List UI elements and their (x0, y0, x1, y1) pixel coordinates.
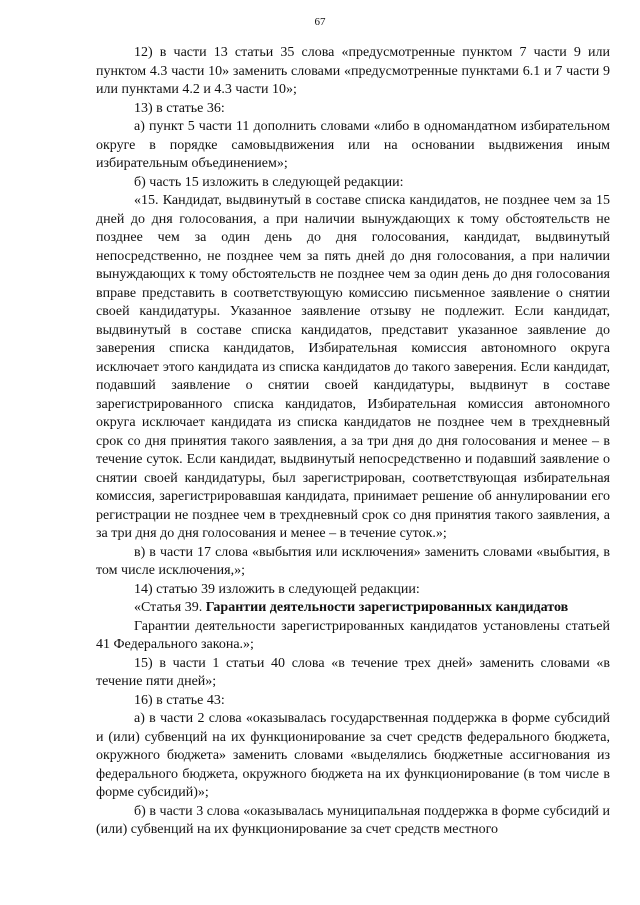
article-heading-prefix: «Статья 39. (134, 600, 206, 615)
document-body (96, 44, 610, 840)
paragraph-item-14: 14) статью 39 изложить в следующей редакции: (134, 581, 420, 597)
article-heading-title: Гарантии деятельности зарегистрированных кандидатов (205, 600, 569, 615)
paragraph-item-16: 16) в статье 43: (134, 692, 225, 708)
paragraph-item-13: 13) в статье 36: (134, 100, 225, 116)
paragraph-13a: а) пункт 5 части 11 дополнить словами «либо в одномандатном избирательном округе в порядке самовыдвижения или на основании выдвижения иным избирательным объединением»; (96, 119, 610, 171)
paragraph-item-12: 12) в части 13 статьи 35 слова «предусмотренные пунктом 7 части 9 или пунктом 4.3 части 10» заменить словами «предусмотренные пунктами 6.1 и 7 части 9 или пунктами 4.2 и 4.3 части 10»; (96, 45, 610, 97)
paragraph-item-15: 15) в части 1 статьи 40 слова «в течение трех дней» заменить словами «в течение пяти дней»; (96, 655, 610, 689)
paragraph-13v: в) в части 17 слова «выбытия или исключения» заменить словами «выбытия, в том числе исключения,»; (96, 544, 610, 578)
article-39-heading (96, 599, 610, 618)
paragraph-16b: б) в части 3 слова «оказывалась муниципальная поддержка в форме субсидий и (или) субвенций на их функционирование за счет средств местного (96, 803, 610, 837)
page-number: 67 (314, 16, 326, 28)
paragraph-13b: б) часть 15 изложить в следующей редакции: (134, 174, 404, 190)
paragraph-16a: а) в части 2 слова «оказывалась государственная поддержка в форме субсидий и (или) субвенций на их функционирование за счет средств федерального бюджета, окружного бюджета» заменить словами «выделялись бюджетные ассигнования из федерального бюджета, окружного бюджета на их функционирование (в том числе в форме субсидий)»; (96, 711, 610, 800)
paragraph-article-39-text: Гарантии деятельности зарегистрированных кандидатов установлены статьей 41 Федерального закона.»; (96, 618, 610, 652)
paragraph-part-15-text: «15. Кандидат, выдвинутый в составе списка кандидатов, не позднее чем за 15 дней до дня голосования, а при наличии вынуждающих к тому обстоятельств не позднее чем за один день до дня голосования, кандидат, выдвинутый непосредственно, не позднее чем за пять дней до дня голосования, а при наличии вынуждающих к тому обстоятельств не позднее чем за один день до дня голосования вправе представить в соответствующую комиссию письменное заявление о снятии своей кандидатуры. Указанное заявление отзыву не подлежит. Если кандидат, выдвинутый в составе списка кандидатов, представит указанное заявление до заверения списка кандидатов, Избирательная комиссия автономного округа исключает этого кандидата из списка кандидатов до такого заверения. Если кандидат, подавший заявление о снятии своей кандидатуры, выдвинут в составе зарегистрированного списка кандидатов, Избирательная комиссия автономного округа исключает кандидата из списка кандидатов не позднее чем в трехдневный срок со дня принятия такого заявления, а за три дня до дня голосования и менее – в течение суток. Если кандидат, выдвинутый непосредственно и подавший заявление о снятии своей кандидатуры, был зарегистрирован, соответствующая избирательная комиссия, зарегистрировавшая кандидата, принимает решение об аннулировании его регистрации не позднее чем в трехдневный срок со дня принятия такого заявления, а за три дня до дня голосования и менее – в течение суток.»; (96, 193, 610, 541)
